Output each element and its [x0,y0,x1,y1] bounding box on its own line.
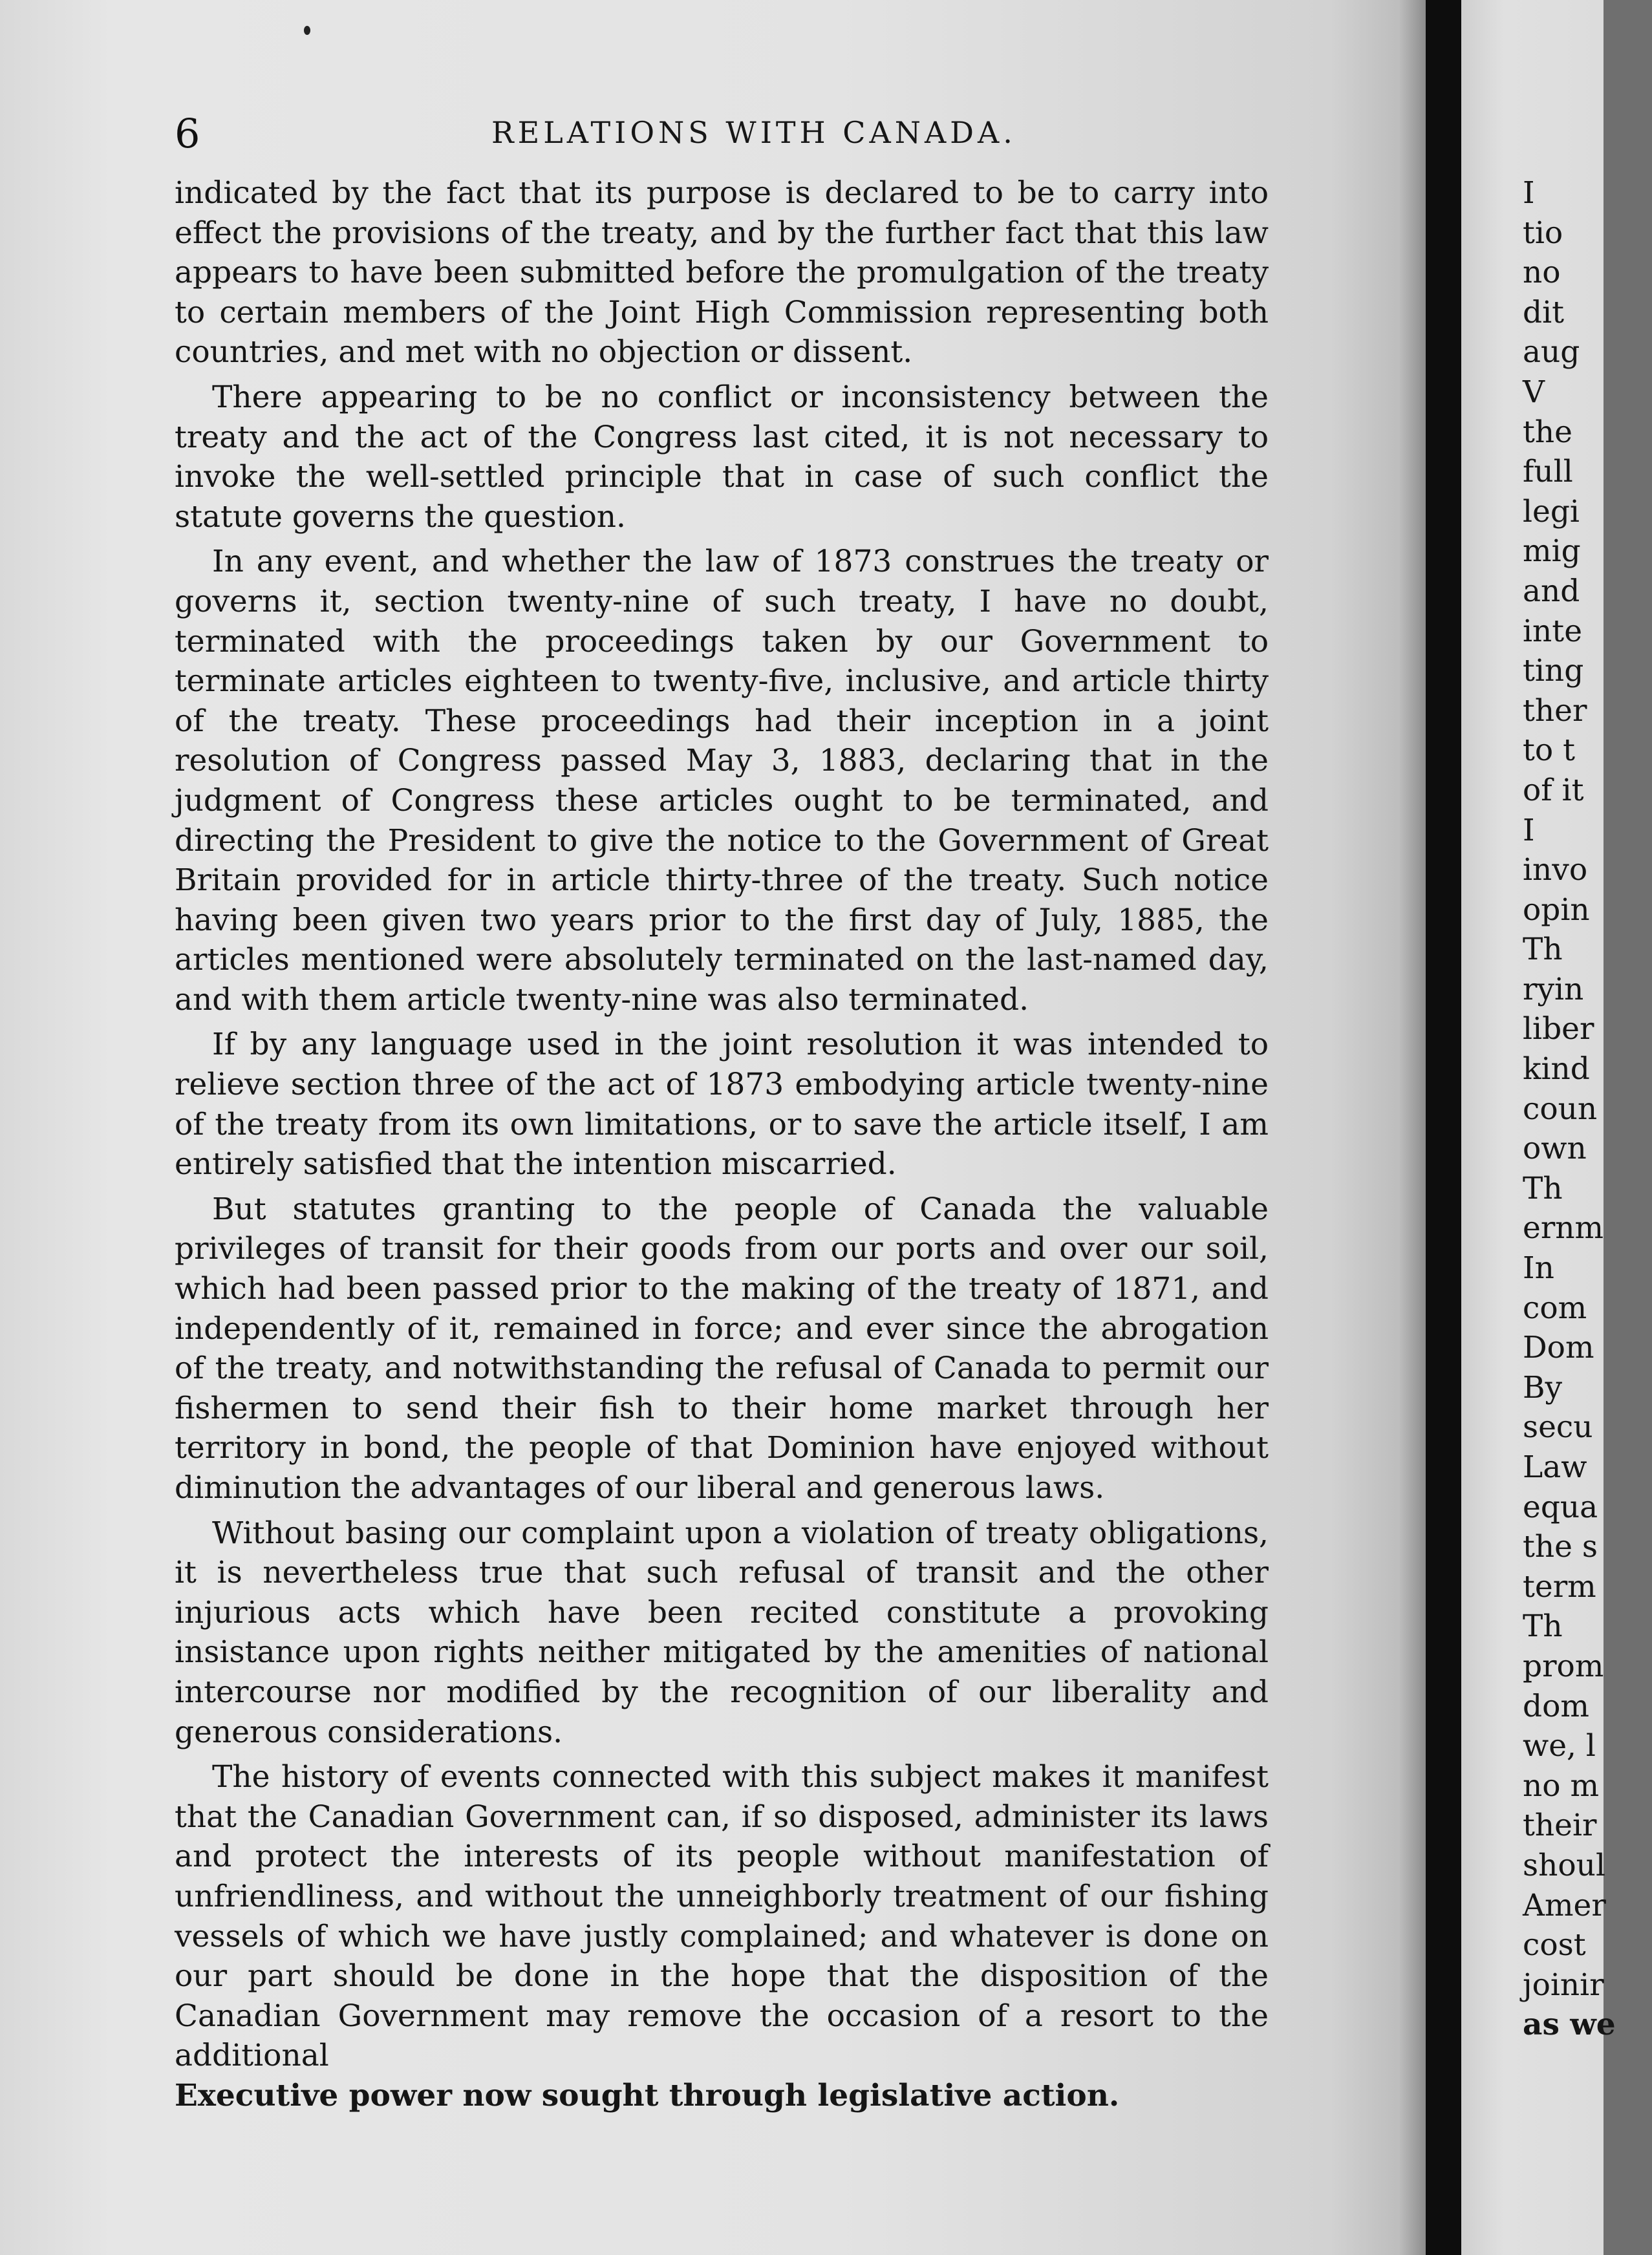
facing-line: equa [1523,1489,1598,1525]
facing-line: cost [1523,1927,1586,1963]
facing-line: secu [1523,1409,1593,1446]
facing-line: term [1523,1568,1596,1605]
facing-page [1461,0,1616,2255]
facing-line: the [1523,414,1572,450]
facing-line: ting [1523,653,1584,689]
facing-line: legi [1523,493,1580,529]
paragraph-7: The history of events connected with this subject makes it manifest that the Canadian Government can, if so disposed, administer its laws and protect the interests of its people without manifestation of unfriendliness, and without the unneighborly treatment of our fishing vessels of which we have justly complained; and whatever is done on our part should be done in the hope that the disposition of the Canadian Government may remove the occasion of a resort to the additional [175,1759,1269,2074]
facing-line: full [1523,454,1573,490]
facing-line: In [1523,1250,1554,1287]
facing-line: Th [1523,932,1563,968]
paragraph-5: But statutes granting to the people of Canada the valuable privileges of transit for their goods from our ports and over our soil, which had been passed prior to the making of the treaty of 1871, and independently of it, remained in force; and ever since the abrogation of the treaty, and notwithstanding the refusal of Canada to permit our fishermen to send their fish to their home market through her territory in bond, the people of that Dominion have enjoyed without diminution the advantages of our liberal and generous laws. [175,1191,1269,1506]
facing-line: ernm [1523,1210,1604,1246]
paragraph-4: If by any language used in the joint resolution it was intended to relieve section three of the act of 1873 embodying article twenty-nine of the treaty from its own limitations, or to save the article itself, I am entirely satisfied that the intention miscarried. [175,1027,1269,1182]
facing-line: no m [1523,1768,1600,1804]
spine-shadow [1400,0,1426,2255]
facing-line: V [1523,374,1545,410]
facing-line: the s [1523,1529,1598,1565]
facing-line: their [1523,1808,1597,1844]
facing-line: Law [1523,1449,1587,1485]
page-header [175,103,1261,162]
facing-line: ther [1523,692,1587,729]
paragraph-2: There appearing to be no conflict or inconsistency between the treaty and the act of the Congress last cited, it is not necessary to invoke the well-settled principle that in case of such conflict the statute governs the question. [175,379,1269,535]
facing-line: and [1523,573,1580,609]
facing-line: we, l [1523,1728,1596,1764]
running-head: RELATIONS WITH CANADA. [491,115,1016,150]
scan-speck [304,26,310,35]
book-gutter [1426,0,1461,2255]
facing-line: dit [1523,294,1565,330]
paragraph-3: In any event, and whether the law of 1873 construes the treaty or governs it, section twenty-nine of such treaty, I have no doubt, terminated with the proceedings taken by our Government to terminate articles eighteen to twenty-five, inclusive, and article thirty of the treaty. These proceedings had their inception in a joint resolution of Congress passed May 3, 1883, declaring that in the judgment of Congress these articles ought to be terminated, and directing the President to give the notice to the Government of Great Britain provided for in article thirty-three of the treaty. Such notice having been given two years prior to the first day of July, 1885, the articles mentioned were absolutely terminated on the last-named day, and with them article twenty-nine was also terminated. [175,544,1269,1018]
facing-page-text [1523,173,1652,2045]
facing-line: opin [1523,892,1590,928]
facing-line: I [1523,812,1535,848]
facing-line: invo [1523,852,1588,888]
page-number: 6 [175,110,200,157]
facing-line: mig [1523,533,1581,570]
paragraph-6: Without basing our complaint upon a violation of treaty obligations, it is nevertheless true that such refusal of transit and the other injurious acts which have been recited constitute a provoking insistance upon rights neither mitigated by the amenities of national intercourse nor modified by the recognition of our liberality and generous considerations. [175,1515,1269,1750]
facing-line: tio [1523,215,1563,251]
facing-line: Th [1523,1608,1563,1645]
facing-line: shoul [1523,1847,1605,1883]
facing-line: Dom [1523,1330,1594,1366]
facing-line: to t [1523,732,1576,769]
facing-line: Th [1523,1170,1563,1206]
facing-line: dom [1523,1688,1589,1724]
paragraph-1: indicated by the fact that its purpose is declared to be to carry into effect the provisions of the treaty, and by the further fact that this law appears to have been submitted before the promulgation of the treaty to certain members of the Joint High Commission representing both countries, and met with no objection or dissent. [175,175,1269,370]
facing-line: prom [1523,1648,1604,1684]
facing-line: own [1523,1131,1587,1167]
facing-line: joinir [1523,1967,1604,2003]
facing-line: I [1523,175,1535,211]
facing-line: of it [1523,772,1584,808]
facing-line: Amer [1523,1887,1606,1923]
facing-line: coun [1523,1091,1598,1127]
facing-line: aug [1523,334,1580,370]
facing-line: By [1523,1369,1563,1405]
facing-line: liber [1523,1011,1594,1047]
facing-line: ryin [1523,971,1584,1007]
facing-line: com [1523,1290,1587,1326]
body-text [175,173,1269,2121]
facing-line: kind [1523,1051,1590,1087]
facing-line: no [1523,255,1561,291]
facing-line: as we [1523,2007,1616,2043]
facing-line: inte [1523,613,1583,649]
paragraph-8: Executive power now sought through legislative action. [175,2077,1120,2113]
